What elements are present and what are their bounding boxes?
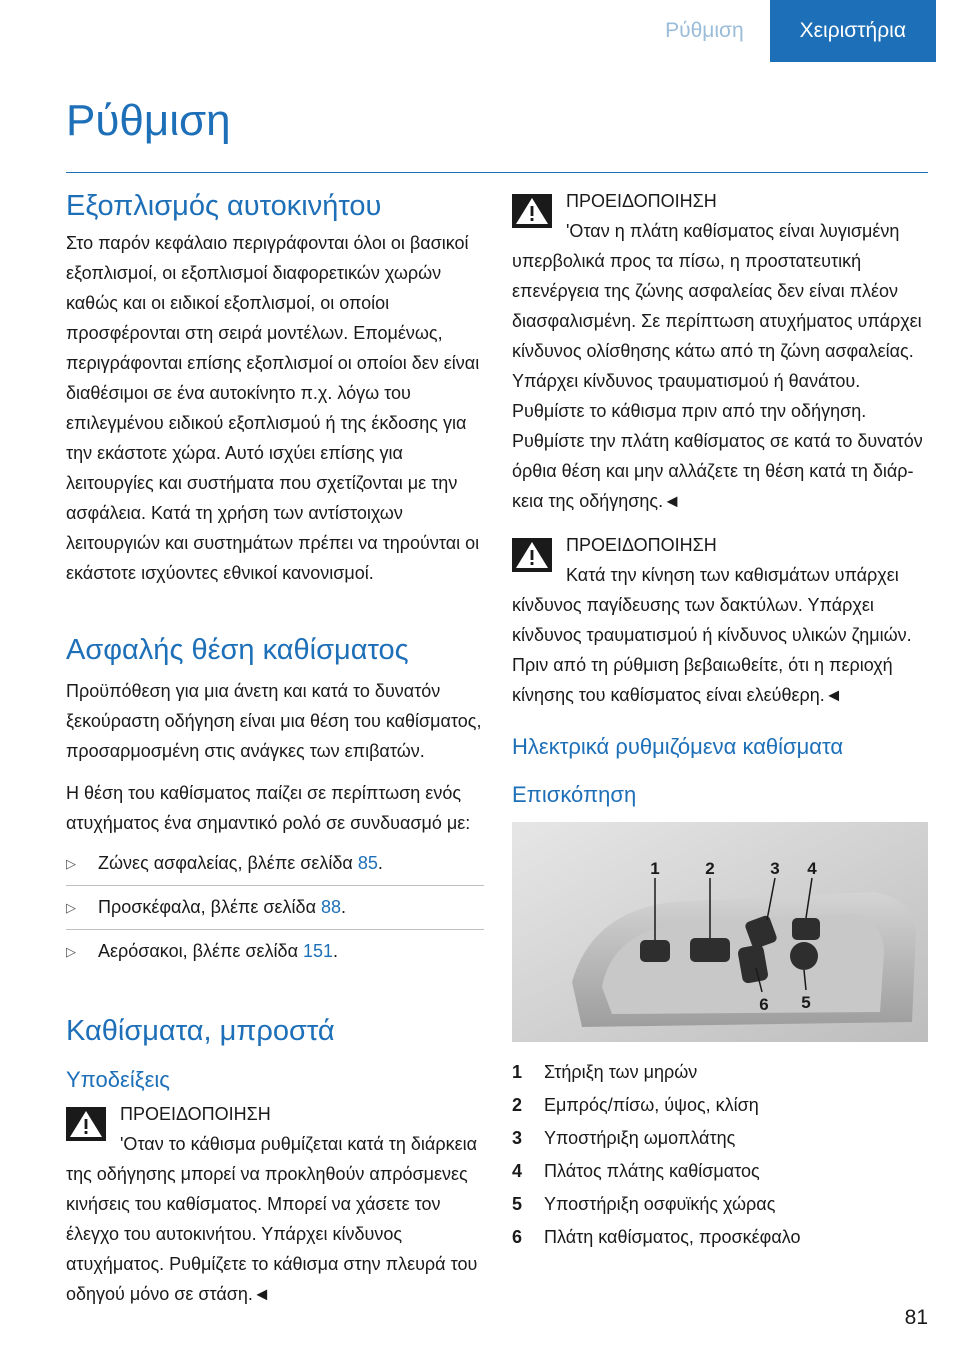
edition-footer: Online Edition for Part no. 0140 2 966 468 - X/15	[589, 1343, 936, 1360]
equipment-heading: Εξοπλισμός αυτοκινήτου	[66, 190, 382, 222]
callout-label: 3	[770, 859, 780, 878]
page-title: Ρύθμιση	[66, 96, 231, 145]
electric-seats-heading: Ηλεκτρικά ρυθμιζόμενα καθίσματα	[512, 734, 844, 759]
right-column	[512, 186, 930, 1254]
title-divider	[66, 172, 928, 173]
bullet-item: ▷ Αερόσακοι, βλέπε σελίδα 151.	[66, 930, 484, 973]
list-item: 5 Υποστήριξη οσφυϊκής χώρας	[512, 1194, 776, 1214]
notes-heading: Υποδείξεις	[66, 1067, 170, 1092]
triangle-bullet-icon: ▷	[66, 856, 76, 871]
warning-icon	[66, 1107, 106, 1141]
safe-seat-paragraph-1: Προϋπόθεση για μια άνετη και κατά το δυνατόν ξεκούραστη οδήγηση είναι μια θέση του καθίσματος, προσαρμοσμένη στις ανάγκες των επιβατών.	[66, 681, 482, 761]
safe-seat-heading: Ασφαλής θέση καθίσματος	[66, 634, 409, 666]
warning-text: Κατά την κίνηση των καθισμάτων υπάρχει κίνδυνος παγίδευσης των δακτύλων. Υπάρχει κίνδυνος τραυματισμού ή κίνδυνος υλικών ζημιών. Πριν από τη ρύθμιση βεβαιωθείτε, ότι η περιοχή κίνησης του καθίσματος είναι ελεύθερη.◄	[512, 565, 912, 705]
page-link[interactable]: 151	[302, 941, 334, 961]
page-number: 81	[904, 1306, 928, 1329]
left-column	[66, 186, 484, 1309]
equipment-paragraph: Στο παρόν κεφάλαιο περιγράφονται όλοι οι βασικοί εξοπλισμοί, οι εξοπλισμοί διαφορετικών χωρών καθώς και οι ειδικοί εξοπλισμοί, οι οποίοι προσφέρονται στη σειρά μοντέλων. Επομένως, περιγράφονται επίσης εξοπλισμοί οι οποίοι δεν είναι διαθέσιμοι σε ένα αυτοκίνητο π.χ. λόγω του επιλεγμένου ειδικού εξοπλισμού ή της έκδοσης για την εκάστοτε χώρα. Αυτό ισχύει επίσης για λειτουργίες και συστήματα που σχετίζονται με την ασφάλεια. Κατά τη χρήση των αντίστοιχων λειτουργιών και συστημάτων πρέπει να τηρούνται οι εκάστοτε ισχύοντες εθνικοί κανονισμοί.	[66, 233, 480, 583]
bullet-item: ▷ Προσκέφαλα, βλέπε σελίδα 88.	[66, 886, 484, 930]
seat-controls-illustration	[512, 822, 928, 1042]
bullet-item: ▷ Ζώνες ασφαλείας, βλέπε σελίδα 85.	[66, 842, 484, 886]
safe-seat-paragraph-2: Η θέση του καθίσματος παίζει σε περίπτωση ενός ατυχήματος ένα σημαντικό ρολό σε συνδυασμό με:	[66, 783, 471, 833]
warning-text: 'Οταν η πλάτη καθίσματος είναι λυγισμένη υπερβολικά προς τα πίσω, η προστατευτική επενέργεια της ζώνης ασφαλείας δεν είναι πλέον διασφαλισμένη. Σε περίπτωση ατυχήματος υπάρχει κίνδυνος ολίσθησης κάτω από τη ζώνη ασφαλείας. Υπάρχει κίνδυνος τραυματισμού ή θανάτου. Ρυθμίστε το κάθισμα πριν από την οδήγηση. Ρυθμίστε την πλάτη καθίσματος σε κατά το δυνατόν όρθια θέση και μην αλλάζετε τη θέση κατά τη διάρκεια της οδήγησης.◄	[512, 221, 923, 511]
triangle-bullet-icon: ▷	[66, 900, 76, 915]
controls-legend	[512, 1056, 930, 1254]
list-item: 6 Πλάτη καθίσματος, προσκέφαλο	[512, 1227, 801, 1247]
front-seats-heading: Καθίσματα, μπροστά	[66, 1015, 335, 1047]
warning-block	[66, 1099, 484, 1309]
callout-label: 2	[705, 859, 715, 878]
callout-label: 1	[650, 859, 660, 878]
warning-block	[512, 186, 930, 516]
callout-label: 6	[759, 995, 769, 1014]
overview-heading: Επισκόπηση	[512, 782, 637, 807]
seat-controls-photo	[512, 822, 928, 1042]
callout-label: 5	[801, 993, 811, 1012]
warning-title: ΠΡΟΕΙΔΟΠΟΙΗΣΗ	[566, 535, 717, 555]
list-item: 2 Εμπρός/πίσω, ύψος, κλίση	[512, 1095, 759, 1115]
list-item: 1 Στήριξη των μηρών	[512, 1062, 698, 1082]
warning-icon	[512, 538, 552, 572]
list-item: 3 Υποστήριξη ωμοπλάτης	[512, 1128, 736, 1148]
warning-text: 'Οταν το κάθισμα ρυθμίζεται κατά τη διάρκεια της οδήγησης μπορεί να προκληθούν απρόσμενες κινήσεις του καθίσματος. Μπορεί να χάσετε τον έλεγχο του αυτοκινήτου. Υπάρχει κίνδυνος ατυχήματος. Ρυθμίζετε το κάθισμα στην πλευρά του οδηγού μόνο σε στάση.◄	[66, 1134, 478, 1304]
page-link[interactable]: 88	[320, 897, 342, 917]
warning-icon	[512, 194, 552, 228]
header-tabs	[639, 0, 936, 62]
page-link[interactable]: 85	[357, 853, 378, 873]
list-item: 4 Πλάτος πλάτης καθίσματος	[512, 1161, 760, 1181]
tab-manual[interactable]: Χειριστήρια	[770, 0, 936, 62]
callout-label: 4	[807, 859, 817, 878]
triangle-bullet-icon: ▷	[66, 944, 76, 959]
warning-block	[512, 530, 930, 710]
warning-title: ΠΡΟΕΙΔΟΠΟΙΗΣΗ	[566, 191, 717, 211]
tab-section[interactable]: Ρύθμιση	[665, 19, 744, 42]
warning-title: ΠΡΟΕΙΔΟΠΟΙΗΣΗ	[120, 1104, 271, 1124]
bullet-list	[66, 842, 484, 973]
